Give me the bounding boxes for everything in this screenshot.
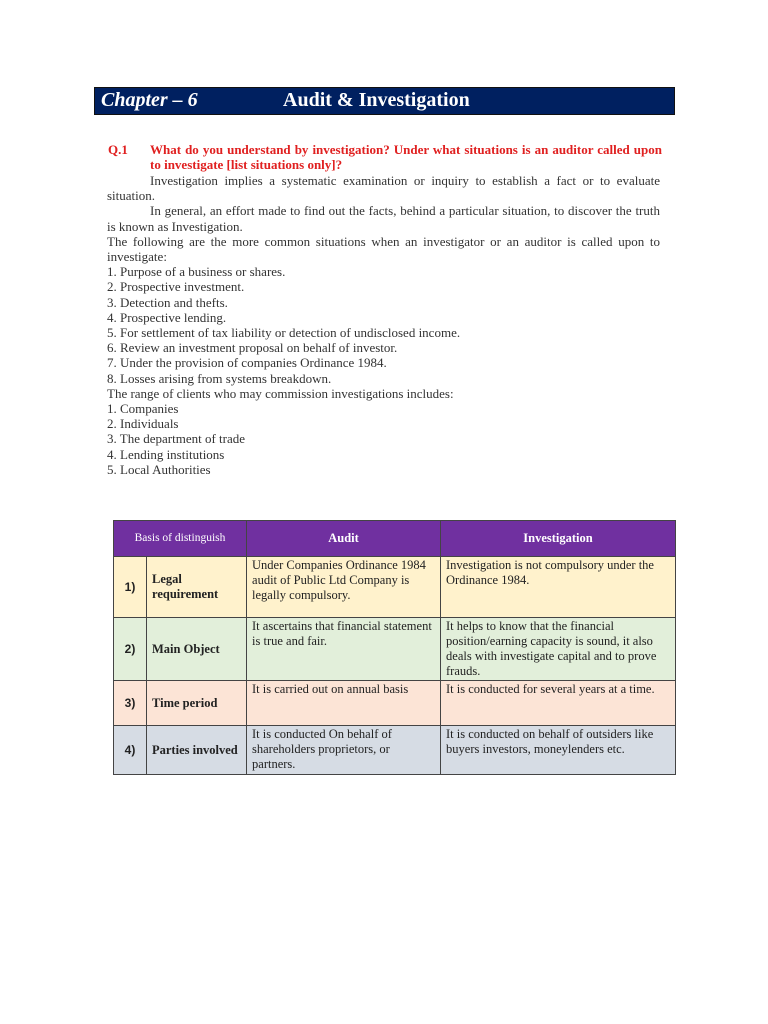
table-row bbox=[114, 618, 676, 681]
comparison-table bbox=[113, 520, 676, 775]
situations-list bbox=[107, 264, 660, 386]
table-row bbox=[114, 726, 676, 775]
list-item: 5. For settlement of tax liability or detection of undisclosed income. bbox=[107, 325, 461, 341]
answer-paragraph-1: Investigation implies a systematic examination or inquiry to establish a fact or to evaluate situation. bbox=[107, 173, 660, 204]
row-number: 2) bbox=[114, 618, 147, 681]
list-item: 3. Detection and thefts. bbox=[107, 294, 228, 310]
audit-cell: It ascertains that financial statement is true and fair. bbox=[247, 618, 441, 681]
question-text: What do you understand by investigation? Under what situations is an auditor called upon to investigate [list situations only]? bbox=[150, 142, 662, 172]
header-audit: Audit bbox=[247, 521, 441, 557]
list-item: 4. Prospective lending. bbox=[107, 309, 227, 325]
chapter-title: Audit & Investigation bbox=[283, 89, 470, 111]
table-row bbox=[114, 681, 676, 726]
answer-paragraph-2: In general, an effort made to find out the facts, behind a particular situation, to discover the truth is known as Investigation. bbox=[107, 203, 660, 234]
investigation-cell: It is conducted on behalf of outsiders like buyers investors, moneylenders etc. bbox=[441, 726, 676, 775]
list-item: 3. The department of trade bbox=[107, 431, 246, 447]
table-header-row bbox=[114, 521, 676, 557]
row-label: Time period bbox=[147, 681, 247, 726]
row-number: 4) bbox=[114, 726, 147, 775]
header-investigation: Investigation bbox=[441, 521, 676, 557]
list-item: 8. Losses arising from systems breakdown. bbox=[107, 370, 332, 386]
row-label: Legal requirement bbox=[147, 557, 247, 618]
audit-cell: It is carried out on annual basis bbox=[247, 681, 441, 726]
situations-intro: The following are the more common situations when an investigator or an auditor is called upon to investigate: bbox=[107, 233, 660, 265]
chapter-number: Chapter – 6 bbox=[101, 89, 198, 111]
list-item: 2. Individuals bbox=[107, 416, 179, 432]
clients-list bbox=[107, 401, 660, 477]
list-item: 2. Prospective investment. bbox=[107, 279, 245, 295]
header-basis: Basis of distinguish bbox=[114, 521, 247, 557]
list-item: 7. Under the provision of companies Ordinance 1984. bbox=[107, 355, 387, 371]
row-number: 1) bbox=[114, 557, 147, 618]
row-label: Main Object bbox=[147, 618, 247, 681]
list-item: 6. Review an investment proposal on behalf of investor. bbox=[107, 340, 398, 356]
row-number: 3) bbox=[114, 681, 147, 726]
list-item: 1. Purpose of a business or shares. bbox=[107, 264, 286, 280]
list-item: 4. Lending institutions bbox=[107, 446, 225, 462]
question-number: Q.1 bbox=[108, 142, 128, 157]
row-label: Parties involved bbox=[147, 726, 247, 775]
table-row bbox=[114, 557, 676, 618]
investigation-cell: Investigation is not compulsory under the Ordinance 1984. bbox=[441, 557, 676, 618]
list-item: 5. Local Authorities bbox=[107, 461, 211, 477]
clients-intro: The range of clients who may commission investigations includes: bbox=[107, 385, 454, 401]
investigation-cell: It helps to know that the financial position/earning capacity is sound, it also deals with investigate capital and to prove frauds. bbox=[441, 618, 676, 681]
audit-cell: Under Companies Ordinance 1984 audit of Public Ltd Company is legally compulsory. bbox=[247, 557, 441, 618]
investigation-cell: It is conducted for several years at a time. bbox=[441, 681, 676, 726]
list-item: 1. Companies bbox=[107, 401, 179, 417]
answer-body bbox=[107, 173, 660, 477]
chapter-header bbox=[94, 87, 675, 115]
audit-cell: It is conducted On behalf of shareholders proprietors, or partners. bbox=[247, 726, 441, 775]
